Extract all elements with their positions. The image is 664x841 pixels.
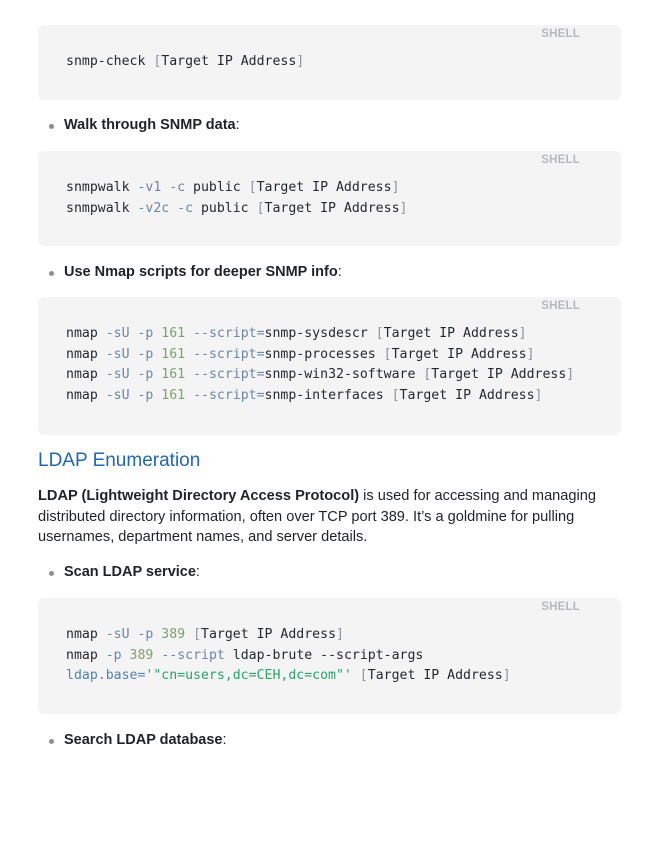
code-language-label: SHELL	[541, 28, 580, 40]
code-language-label: SHELL	[541, 154, 580, 166]
code-token: snmp-win32-software	[264, 367, 424, 383]
code-token: ]	[502, 668, 511, 684]
code-token: [	[383, 346, 392, 362]
code-token: 161	[161, 346, 186, 362]
code-token: snmpwalk	[66, 180, 138, 195]
code-line	[66, 345, 593, 366]
code-lines	[66, 52, 593, 73]
code-token: Target IP Address	[161, 54, 297, 69]
code-token: -v1 -c	[137, 180, 186, 195]
code-token: Target IP Address	[391, 346, 527, 362]
code-token	[185, 367, 193, 382]
code-token: public	[193, 200, 257, 216]
code-token: ldap-brute --script-args	[224, 647, 424, 663]
code-token: Target IP Address	[399, 388, 535, 404]
code-block-snmpwalk	[38, 151, 621, 246]
code-token: [	[359, 668, 368, 684]
bullet-bold-text: Search LDAP database	[64, 732, 223, 748]
code-token	[185, 326, 193, 341]
code-token: snmp-sysdescr	[264, 326, 376, 341]
code-token: nmap	[66, 367, 106, 383]
code-token	[185, 627, 193, 642]
code-token: ]	[399, 200, 408, 216]
code-token: ]	[526, 346, 535, 362]
bullet-suffix: :	[235, 117, 240, 133]
ldap-description-text: is used for accessing and managing distributed directory information, often over TCP port 389. It’s a goldmine for pulling usernames, department names, and server details.	[38, 488, 597, 545]
code-token: 389	[129, 647, 154, 663]
code-token: 161	[161, 388, 186, 404]
code-token: [	[423, 367, 432, 383]
code-token: ]	[336, 627, 344, 642]
code-token: [	[193, 627, 202, 642]
code-token: nmap	[66, 326, 106, 341]
code-block-snmp-check	[38, 25, 621, 100]
code-token: --script=	[193, 326, 265, 341]
code-line	[66, 178, 593, 199]
bullet-dot	[49, 124, 54, 129]
code-token: ]	[391, 180, 400, 195]
code-token: --script=	[193, 367, 265, 383]
code-line	[66, 386, 593, 407]
code-token: -sU -p	[105, 367, 154, 383]
code-token: snmp-interfaces	[264, 388, 392, 404]
code-token: Target IP Address	[201, 627, 337, 642]
code-token: --script	[161, 647, 225, 663]
code-lines	[66, 324, 593, 407]
code-token	[122, 648, 130, 663]
bullet-dot	[49, 571, 54, 576]
code-token: nmap	[66, 388, 106, 404]
code-token: Target IP Address	[264, 200, 400, 216]
code-token: -sU -p	[105, 326, 154, 341]
ldap-term: LDAP (Lightweight Directory Access Protocol)	[38, 488, 360, 504]
code-token: Target IP Address	[431, 367, 567, 383]
code-token	[352, 668, 360, 683]
code-line	[66, 199, 593, 220]
code-token: [	[375, 326, 384, 341]
bullet-suffix: :	[195, 564, 200, 580]
code-token: -sU -p	[105, 346, 154, 362]
code-token: -sU -p	[105, 388, 154, 404]
code-token: 161	[161, 326, 186, 341]
code-token: -v2c -c	[137, 200, 194, 216]
code-line	[66, 365, 593, 386]
code-token	[185, 347, 193, 362]
code-token: snmp-check	[66, 54, 154, 69]
code-lines	[66, 625, 593, 687]
code-language-label: SHELL	[541, 300, 580, 312]
bullet-bold-text: Walk through SNMP data	[64, 117, 236, 133]
code-line	[66, 666, 593, 687]
code-token: -p	[105, 647, 122, 663]
code-token: '"cn=users,dc=CEH,dc=com"'	[145, 668, 352, 684]
code-token: snmpwalk	[66, 200, 138, 216]
code-line	[66, 646, 593, 667]
code-token: [	[153, 54, 162, 69]
bullet-bold-text: Use Nmap scripts for deeper SNMP info	[64, 264, 338, 280]
code-token: nmap	[66, 627, 106, 642]
code-token: public	[185, 180, 249, 195]
code-token: [	[256, 200, 265, 216]
code-line	[66, 324, 593, 345]
code-token: Target IP Address	[367, 668, 503, 684]
code-block-nmap-snmp	[38, 297, 621, 435]
code-token: -sU -p	[105, 627, 154, 642]
code-block-nmap-ldap	[38, 598, 621, 714]
code-token	[185, 388, 193, 403]
code-token: ldap.base=	[66, 668, 146, 684]
code-token: Target IP Address	[383, 326, 519, 341]
code-lines	[66, 178, 593, 219]
code-token: ]	[566, 367, 575, 383]
code-token: nmap	[66, 346, 106, 362]
bullet-bold-text: Scan LDAP service	[64, 564, 196, 580]
code-token: [	[391, 388, 400, 404]
code-token: ]	[518, 326, 527, 341]
bullet-dot	[49, 739, 54, 744]
code-token: [	[248, 180, 257, 195]
code-token: Target IP Address	[256, 180, 392, 195]
ldap-description	[38, 486, 628, 548]
code-token: snmp-processes	[264, 346, 384, 362]
bullet-suffix: :	[222, 732, 227, 748]
bullet-dot	[49, 271, 54, 276]
code-token: 161	[161, 367, 186, 383]
bullet-suffix: :	[337, 264, 342, 280]
code-token: nmap	[66, 647, 106, 663]
code-line	[66, 52, 593, 73]
code-language-label: SHELL	[541, 601, 580, 613]
code-token: ]	[296, 54, 305, 69]
code-token: ]	[534, 388, 543, 404]
code-token: 389	[161, 627, 186, 642]
code-token: --script=	[193, 388, 265, 404]
section-heading-ldap: LDAP Enumeration	[38, 450, 201, 471]
code-line	[66, 625, 593, 646]
code-token: --script=	[193, 346, 265, 362]
